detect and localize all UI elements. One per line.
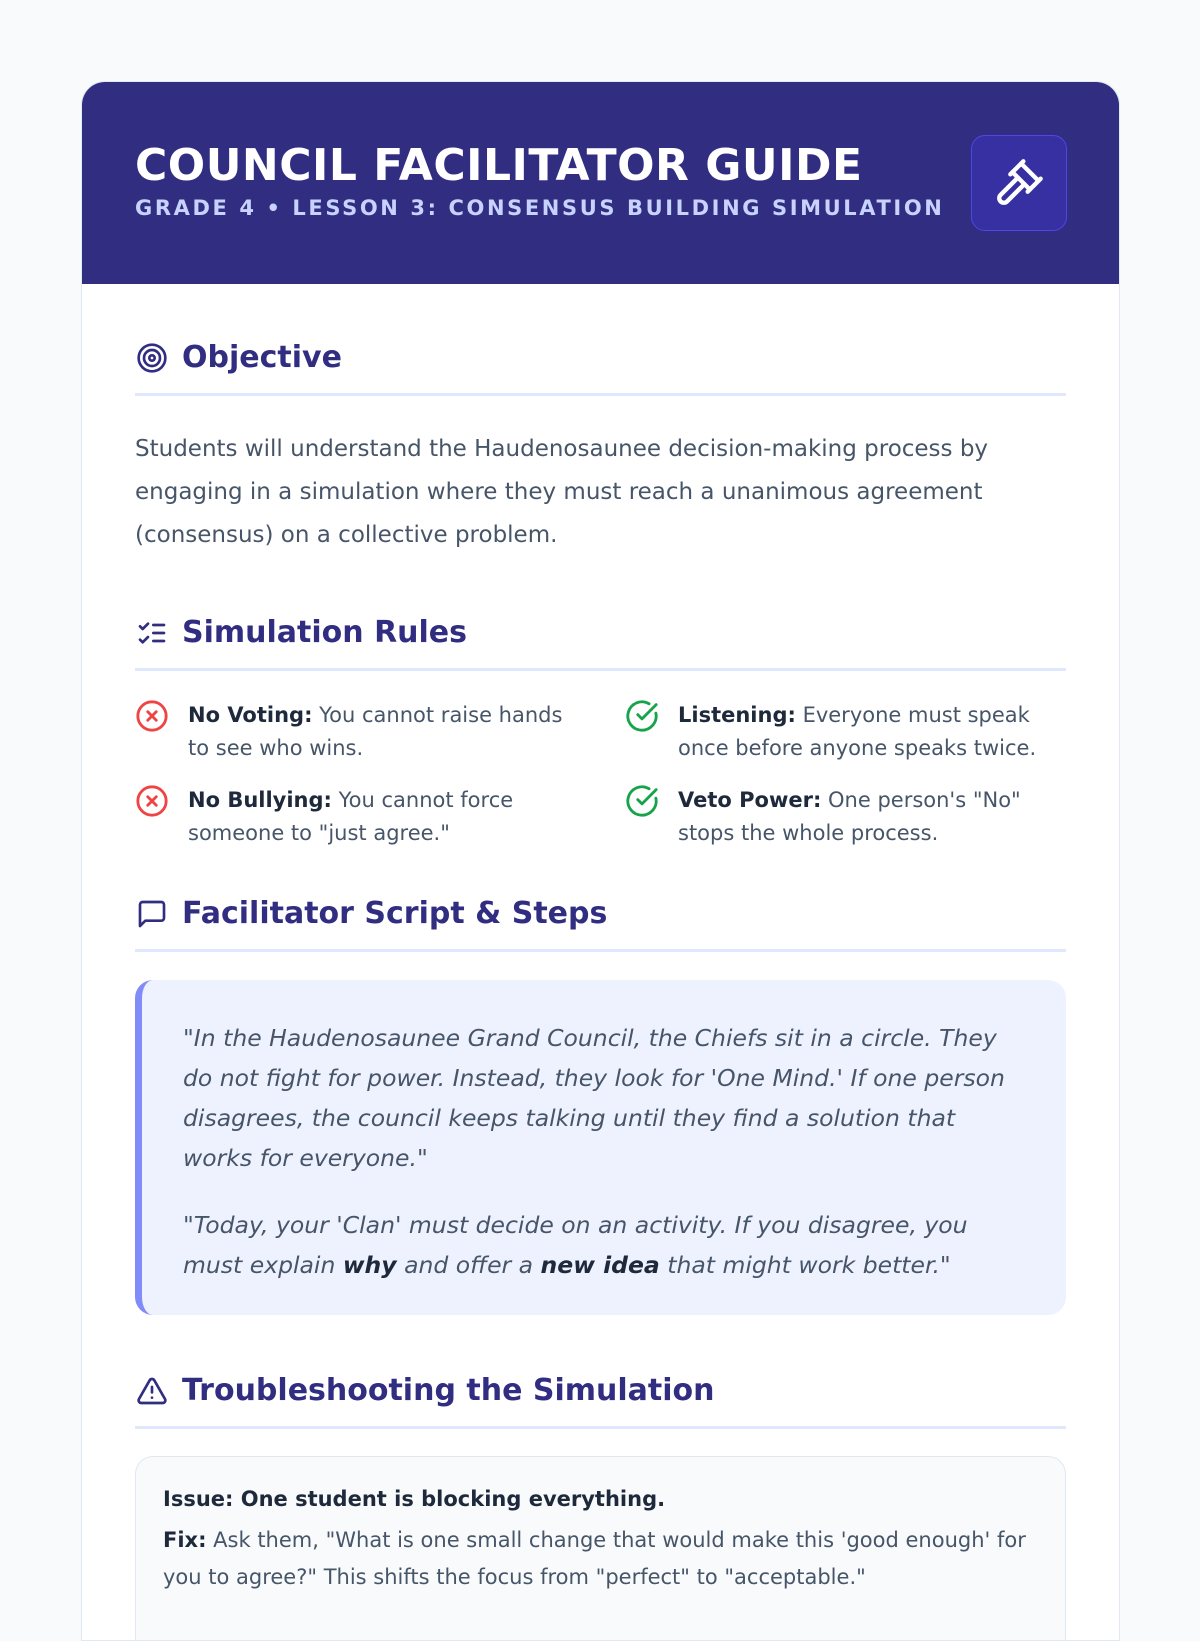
rule-description: One person's "No" stops the whole process. [678,788,1021,845]
fix-label: Fix: [163,1528,207,1552]
script-paragraph-1: "In the Haudenosaunee Grand Council, the Chiefs sit in a circle. They do not fight for power. Instead, they look for 'One Mind.' If one person disagrees, the council keeps talking until they find a solution that works for everyone." [183,1024,1005,1172]
rule-label: No Bullying: [188,788,332,812]
script-text: and offer a [396,1251,541,1279]
objective-title: Objective [182,340,342,375]
objective-text: Students will understand the Haudenosaunee decision-making process by engaging in a simulation where they must reach a unanimous agreement (consensus) on a collective problem. [135,436,989,548]
target-icon [135,341,169,375]
script-text: that might work better." [659,1251,951,1279]
warning-icon [135,1374,169,1408]
rule-description: You cannot raise hands to see who wins. [188,703,563,760]
rule-label: Veto Power: [678,788,822,812]
script-emphasis-new-idea: new idea [540,1251,660,1279]
guide-header [82,82,1119,284]
check-circle-icon [625,784,659,818]
guide-card [81,81,1120,1641]
script-emphasis-why: why [342,1251,397,1279]
issue-text: Issue: One student is blocking everything. [163,1487,666,1511]
troubleshooting-title: Troubleshooting the Simulation [182,1373,715,1408]
rules-title: Simulation Rules [182,615,468,650]
script-text: "Today, your 'Clan' must decide on an activity. If you disagree, you must explain [183,1211,968,1279]
x-circle-icon [135,784,169,818]
rule-listening [625,699,1070,765]
rule-text [188,784,575,850]
rule-text [188,699,575,765]
script-quote [135,980,1066,1315]
header-badge [971,135,1067,231]
rules-list [135,699,1066,850]
rule-no-bullying [135,784,575,850]
rule-label: No Voting: [188,703,313,727]
rule-description: Everyone must speak once before anyone speaks twice. [678,703,1037,760]
troubleshooting-card [135,1456,1066,1641]
rules-heading [135,615,1066,671]
objective-heading [135,340,1066,396]
check-circle-icon [625,699,659,733]
fix-description: Ask them, "What is one small change that would make this 'good enough' for you to agree?" This shifts the focus from "perfect" to "acceptable." [163,1528,1026,1589]
script-heading [135,896,1066,952]
checklist-icon [135,616,169,650]
troubleshooting-heading [135,1373,1066,1429]
rule-description: You cannot force someone to "just agree." [188,788,514,845]
fix-text [163,1522,1038,1596]
script-title: Facilitator Script & Steps [182,896,608,931]
rule-label: Listening: [678,703,796,727]
rule-veto-power [625,784,1070,850]
script-paragraph-2 [183,1205,1018,1285]
speech-bubble-icon [135,897,169,931]
rule-no-voting [135,699,575,765]
rule-text [678,784,1070,850]
guide-content [82,340,1119,1641]
page-title: COUNCIL FACILITATOR GUIDE [135,140,863,191]
rule-text [678,699,1070,765]
gavel-icon [993,157,1045,209]
page-subtitle: GRADE 4 • LESSON 3: CONSENSUS BUILDING SIMULATION [135,196,945,220]
x-circle-icon [135,699,169,733]
